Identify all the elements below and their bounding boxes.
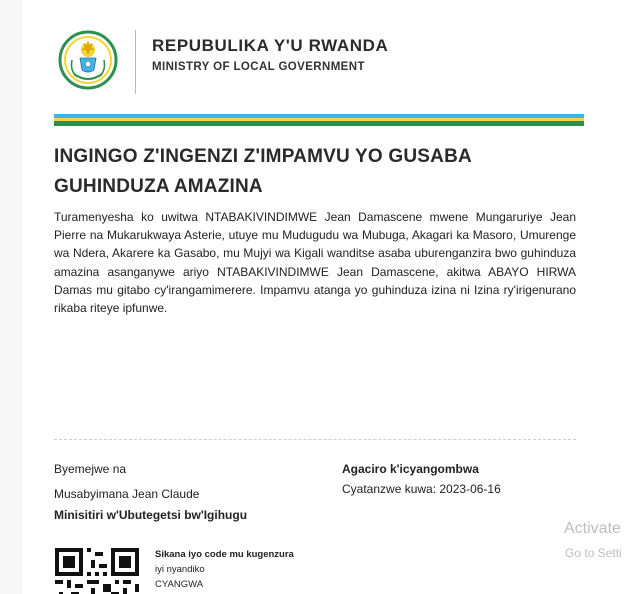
- header-divider: [135, 30, 136, 94]
- letterhead: [58, 30, 598, 96]
- section-divider: [54, 439, 576, 440]
- rwanda-coat-of-arms-icon: [58, 30, 118, 90]
- signer-role: Minisitiri w'Ubutegetsi bw'Igihugu: [54, 508, 248, 522]
- qr-instructions: [155, 547, 294, 592]
- flag-color-bar: [54, 114, 584, 126]
- document-title: INGINGO Z'INGENZI Z'IMPAMVU YO GUSABA GUHINDUZA AMAZINA: [54, 146, 472, 197]
- document-page: [22, 0, 634, 594]
- qr-code-icon: [55, 548, 139, 594]
- qr-instruction-line: Sikana iyo code mu kugenzura: [155, 549, 294, 560]
- ministry-name: MINISTRY OF LOCAL GOVERNMENT: [152, 61, 365, 73]
- activate-watermark: Activate: [564, 520, 621, 537]
- issue-date: Cyatanzwe kuwa: 2023-06-16: [342, 482, 501, 496]
- approved-by-label: Byemejwe na: [54, 462, 127, 476]
- qr-instruction-line: iyi nyandiko: [155, 564, 205, 575]
- flag-green-stripe: [54, 121, 584, 126]
- activate-watermark-sub: Go to Setti: [565, 546, 622, 560]
- qr-or-label: CYANGWA: [155, 579, 204, 590]
- validity-label: Agaciro k'icyangombwa: [342, 462, 479, 476]
- document-body: Turamenyesha ko uwitwa NTABAKIVINDIMWE Jean Damascene mwene Mungaruriye Jean Pierre na Mukarukwaya Asterie, utuye mu Mudugudu wa Mubuga, Akagari ka Masoro, Umurenge wa Ndera, Akarere ka Gasabo, mu Mujyi wa Kigali wanditse asaba uburenganzira bwo guhinduza amazina asanganywe ariyo NTABAKIVINDIMWE Jean Damascene, akitwa ABAYO HIRWA Damas mu gitabo cy'irangamimerere. Impamvu atanga yo guhinduza izina ni Izina ry'irigenurano rikaba riteye ipfunwe.: [54, 210, 576, 316]
- signer-name: Musabyimana Jean Claude: [54, 487, 200, 501]
- country-name: REPUBULIKA Y'U RWANDA: [152, 36, 389, 55]
